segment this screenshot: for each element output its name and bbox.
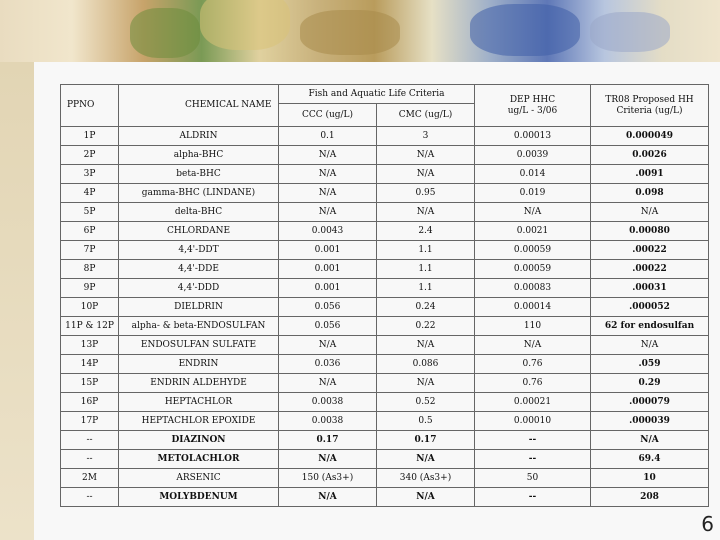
table-row — [61, 336, 709, 355]
table-cell-chemical: alpha- & beta-ENDOSULFAN — [119, 317, 279, 336]
table-row — [61, 241, 709, 260]
table-cell-tr08: .00022 — [591, 241, 709, 260]
table-row — [61, 431, 709, 450]
table-cell-chemical: delta-BHC — [119, 203, 279, 222]
table-cell-ppno: 15P — [61, 374, 119, 393]
table-cell-chemical: METOLACHLOR — [119, 450, 279, 469]
table-cell-ppno: 16P — [61, 393, 119, 412]
table-cell-cmc: N/A — [377, 203, 475, 222]
table-cell-chemical: ENDOSULFAN SULFATE — [119, 336, 279, 355]
dep-hhc-header: DEP HHC ug/L - 3/06 — [475, 85, 591, 127]
table-cell-tr08: .00022 — [591, 260, 709, 279]
table-cell-cmc: 0.5 — [377, 412, 475, 431]
table-cell-chemical: CHLORDANE — [119, 222, 279, 241]
table-row — [61, 260, 709, 279]
table-cell-ppno: 2P — [61, 146, 119, 165]
table-cell-ppno: 6P — [61, 222, 119, 241]
table-cell-ccc: 0.0038 — [279, 393, 377, 412]
decorative-banner — [0, 0, 720, 62]
table-cell-chemical: 4,4'-DDD — [119, 279, 279, 298]
table-cell-chemical: HEPTACHLOR EPOXIDE — [119, 412, 279, 431]
table-cell-chemical: alpha-BHC — [119, 146, 279, 165]
table-cell-ccc: 0.0038 — [279, 412, 377, 431]
table-cell-chemical: MOLYBDENUM — [119, 488, 279, 507]
table-cell-ccc: 0.1 — [279, 127, 377, 146]
left-texture — [0, 62, 34, 540]
table-cell-dep: 0.76 — [475, 355, 591, 374]
page-number: 6 — [701, 512, 714, 536]
table-cell-tr08: .000052 — [591, 298, 709, 317]
table-cell-dep: 0.00014 — [475, 298, 591, 317]
ccc-header: CCC (ug/L) — [279, 104, 377, 127]
table-cell-tr08: .0091 — [591, 165, 709, 184]
table-cell-ccc: N/A — [279, 374, 377, 393]
table-cell-ccc: 0.056 — [279, 317, 377, 336]
table-cell-cmc: N/A — [377, 146, 475, 165]
table-cell-cmc: 3 — [377, 127, 475, 146]
table-cell-ccc: N/A — [279, 146, 377, 165]
table-cell-ccc: 0.036 — [279, 355, 377, 374]
table-row — [61, 374, 709, 393]
table-cell-ccc: 0.0043 — [279, 222, 377, 241]
table-cell-ppno: 7P — [61, 241, 119, 260]
cmc-header: CMC (ug/L) — [377, 104, 475, 127]
table-row — [61, 488, 709, 507]
table-cell-tr08: 0.098 — [591, 184, 709, 203]
table-cell-dep: 0.76 — [475, 374, 591, 393]
table-cell-tr08: 0.29 — [591, 374, 709, 393]
table-cell-ccc: 0.001 — [279, 279, 377, 298]
table-row — [61, 203, 709, 222]
table-cell-ppno: 5P — [61, 203, 119, 222]
table-cell-dep: 0.00021 — [475, 393, 591, 412]
table-cell-cmc: 0.22 — [377, 317, 475, 336]
table-cell-tr08: N/A — [591, 203, 709, 222]
table-cell-ppno: 3P — [61, 165, 119, 184]
table-cell-ppno: 2M — [61, 469, 119, 488]
table-cell-dep: -- — [475, 488, 591, 507]
table-cell-dep: 0.0039 — [475, 146, 591, 165]
table-cell-ccc: N/A — [279, 450, 377, 469]
table-cell-chemical: DIELDRIN — [119, 298, 279, 317]
table-cell-dep: 50 — [475, 469, 591, 488]
table-cell-cmc: N/A — [377, 336, 475, 355]
table-cell-ppno: -- — [61, 488, 119, 507]
table-cell-chemical: ARSENIC — [119, 469, 279, 488]
table-cell-ppno: 9P — [61, 279, 119, 298]
table-cell-ppno: 11P & 12P — [61, 317, 119, 336]
table-cell-ppno: 10P — [61, 298, 119, 317]
table-cell-tr08: .00031 — [591, 279, 709, 298]
table-cell-cmc: 340 (As3+) — [377, 469, 475, 488]
table-cell-chemical: ENDRIN ALDEHYDE — [119, 374, 279, 393]
table-row — [61, 222, 709, 241]
table-cell-chemical: 4,4'-DDE — [119, 260, 279, 279]
table-cell-dep: 0.00059 — [475, 260, 591, 279]
table-row — [61, 127, 709, 146]
table-cell-tr08: N/A — [591, 431, 709, 450]
table-cell-dep: -- — [475, 450, 591, 469]
table-cell-dep: N/A — [475, 203, 591, 222]
table-cell-dep: 0.014 — [475, 165, 591, 184]
table-cell-ppno: 1P — [61, 127, 119, 146]
table-cell-ccc: N/A — [279, 488, 377, 507]
table-cell-cmc: 0.95 — [377, 184, 475, 203]
table-cell-cmc: N/A — [377, 165, 475, 184]
table-cell-tr08: 0.000049 — [591, 127, 709, 146]
table-cell-ccc: 0.17 — [279, 431, 377, 450]
table-row — [61, 279, 709, 298]
table-cell-ccc: 150 (As3+) — [279, 469, 377, 488]
table-cell-ccc: N/A — [279, 165, 377, 184]
table-cell-cmc: N/A — [377, 488, 475, 507]
table-cell-cmc: 0.086 — [377, 355, 475, 374]
table-cell-chemical: gamma-BHC (LINDANE) — [119, 184, 279, 203]
table-cell-dep: N/A — [475, 336, 591, 355]
table-cell-ccc: 0.001 — [279, 260, 377, 279]
table-row — [61, 355, 709, 374]
table-cell-tr08: 10 — [591, 469, 709, 488]
table-row — [61, 412, 709, 431]
table-cell-tr08: .000039 — [591, 412, 709, 431]
table-cell-ppno: 8P — [61, 260, 119, 279]
table-cell-ccc: N/A — [279, 203, 377, 222]
tr08-header: TR08 Proposed HH Criteria (ug/L) — [591, 85, 709, 127]
ppno-header: PPNO — [61, 85, 119, 127]
table-cell-dep: -- — [475, 431, 591, 450]
table-cell-dep: 110 — [475, 317, 591, 336]
table-cell-chemical: ALDRIN — [119, 127, 279, 146]
table-cell-dep: 0.00010 — [475, 412, 591, 431]
table-cell-chemical: HEPTACHLOR — [119, 393, 279, 412]
chemical-name-header: CHEMICAL NAME — [119, 85, 279, 127]
table-cell-ccc: N/A — [279, 184, 377, 203]
table-cell-tr08: 208 — [591, 488, 709, 507]
table-cell-cmc: 1.1 — [377, 279, 475, 298]
table-cell-tr08: .000079 — [591, 393, 709, 412]
table-cell-chemical: beta-BHC — [119, 165, 279, 184]
table-cell-ccc: 0.056 — [279, 298, 377, 317]
table-cell-tr08: N/A — [591, 336, 709, 355]
table-cell-cmc: N/A — [377, 374, 475, 393]
table-row — [61, 393, 709, 412]
table-cell-ppno: -- — [61, 450, 119, 469]
table-cell-ppno: 17P — [61, 412, 119, 431]
table-cell-dep: 0.00013 — [475, 127, 591, 146]
table-row — [61, 165, 709, 184]
table-cell-dep: 0.0021 — [475, 222, 591, 241]
table-row — [61, 298, 709, 317]
table-cell-cmc: 1.1 — [377, 241, 475, 260]
table-cell-cmc: 0.24 — [377, 298, 475, 317]
table-cell-tr08: 62 for endosulfan — [591, 317, 709, 336]
table-cell-cmc: 0.52 — [377, 393, 475, 412]
table-cell-chemical: 4,4'-DDT — [119, 241, 279, 260]
table-row — [61, 184, 709, 203]
table-cell-dep: 0.00059 — [475, 241, 591, 260]
table-cell-tr08: .059 — [591, 355, 709, 374]
table-cell-ppno: -- — [61, 431, 119, 450]
table-cell-ccc: N/A — [279, 336, 377, 355]
table-cell-dep: 0.00083 — [475, 279, 591, 298]
criteria-table — [60, 84, 709, 507]
table-cell-ccc: 0.001 — [279, 241, 377, 260]
table-cell-chemical: DIAZINON — [119, 431, 279, 450]
table-cell-cmc: 0.17 — [377, 431, 475, 450]
table-cell-tr08: 69.4 — [591, 450, 709, 469]
table-cell-dep: 0.019 — [475, 184, 591, 203]
table-row — [61, 469, 709, 488]
table-cell-tr08: 0.0026 — [591, 146, 709, 165]
table-row — [61, 317, 709, 336]
table-row — [61, 450, 709, 469]
table-row — [61, 146, 709, 165]
table-cell-chemical: ENDRIN — [119, 355, 279, 374]
table-cell-ppno: 4P — [61, 184, 119, 203]
table-cell-ppno: 14P — [61, 355, 119, 374]
table-cell-cmc: 2.4 — [377, 222, 475, 241]
table-cell-cmc: N/A — [377, 450, 475, 469]
table-cell-cmc: 1.1 — [377, 260, 475, 279]
fish-aquatic-group-header: Fish and Aquatic Life Criteria — [279, 85, 475, 104]
table-cell-ppno: 13P — [61, 336, 119, 355]
table-cell-tr08: 0.00080 — [591, 222, 709, 241]
